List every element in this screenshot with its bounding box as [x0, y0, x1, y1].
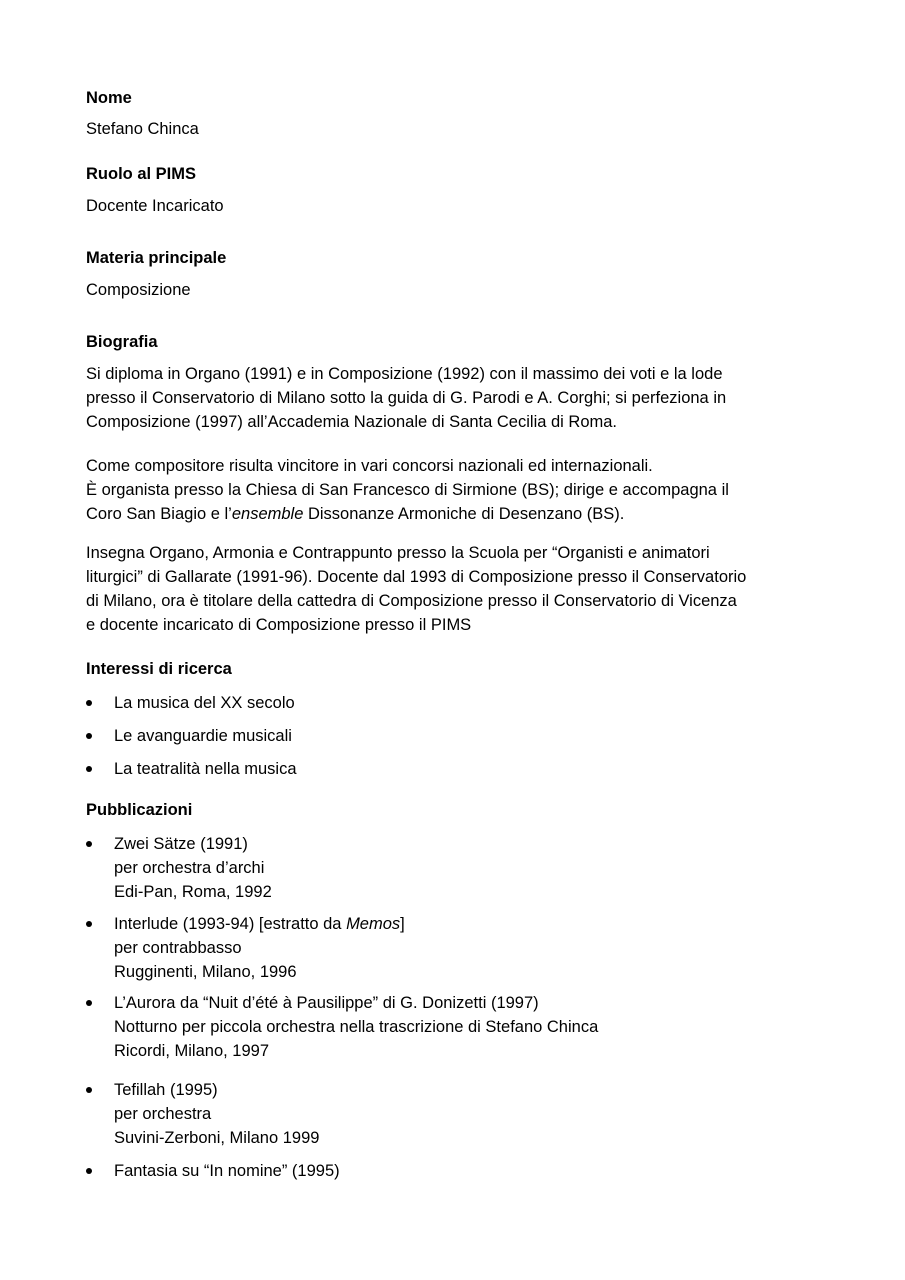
interessi-section [86, 659, 819, 679]
publication-title-text: Interlude (1993-94) [estratto da [114, 915, 347, 933]
publication-publisher: Suvini-Zerboni, Milano 1999 [114, 1129, 320, 1147]
publication-instrumentation: per contrabbasso [114, 939, 242, 957]
bullet-icon [86, 1168, 92, 1174]
materia-section [86, 248, 819, 268]
bullet-icon [86, 733, 92, 739]
bio-p2-line: È organista presso la Chiesa di San Francesco di Sirmione (BS); dirige e accompagna il [86, 481, 729, 499]
bullet-icon [86, 1000, 92, 1006]
interessi-heading: Interessi di ricerca [86, 660, 232, 678]
list-item-text: La musica del XX secolo [114, 694, 295, 712]
bio-p3-line: liturgici” di Gallarate (1991-96). Docente dal 1993 di Composizione presso il Conservatorio [86, 568, 747, 586]
nome-heading: Nome [86, 89, 132, 107]
pubblicazioni-heading: Pubblicazioni [86, 801, 193, 819]
bio-p3-line: e docente incaricato di Composizione presso il PIMS [86, 616, 472, 634]
nome-section [86, 88, 819, 108]
publication-title: Tefillah (1995) [114, 1081, 218, 1099]
bio-p2-line [86, 502, 819, 526]
bullet-icon [86, 1087, 92, 1093]
publication-title: Fantasia su “In nomine” (1995) [114, 1162, 340, 1180]
biografia-heading: Biografia [86, 333, 158, 351]
publication-instrumentation: Notturno per piccola orchestra nella trascrizione di Stefano Chinca [114, 1018, 599, 1036]
publication-publisher: Edi-Pan, Roma, 1992 [114, 883, 272, 901]
bio-p2-line: Come compositore risulta vincitore in vari concorsi nazionali ed internazionali. [86, 457, 653, 475]
publication-instrumentation: per orchestra [114, 1105, 212, 1123]
nome-value: Stefano Chinca [86, 120, 199, 138]
biografia-section [86, 332, 819, 352]
bio-p2-italic: ensemble [231, 505, 304, 523]
bio-p1-line: Composizione (1997) all’Accademia Nazionale di Santa Cecilia di Roma. [86, 413, 618, 431]
materia-value: Composizione [86, 281, 191, 299]
bio-p3-line: Insegna Organo, Armonia e Contrappunto presso la Scuola per “Organisti e animatori [86, 544, 710, 562]
list-item-text: La teatralità nella musica [114, 760, 297, 778]
ruolo-section [86, 164, 819, 184]
bullet-icon [86, 766, 92, 772]
bullet-icon [86, 921, 92, 927]
publication-publisher: Rugginenti, Milano, 1996 [114, 963, 297, 981]
bullet-icon [86, 841, 92, 847]
publication-instrumentation: per orchestra d’archi [114, 859, 265, 877]
list-item-text: Le avanguardie musicali [114, 727, 292, 745]
bio-p2-text: Coro San Biagio e l’ [86, 505, 232, 523]
biografia-paragraph-1 [86, 362, 819, 434]
publication-publisher: Ricordi, Milano, 1997 [114, 1042, 269, 1060]
bio-p1-line: Si diploma in Organo (1991) e in Composizione (1992) con il massimo dei voti e la lode [86, 365, 723, 383]
bio-p2-text: Dissonanze Armoniche di Desenzano (BS). [303, 505, 625, 523]
ruolo-value: Docente Incaricato [86, 197, 224, 215]
materia-heading: Materia principale [86, 249, 227, 267]
bio-p3-line: di Milano, ora è titolare della cattedra di Composizione presso il Conservatorio di Vicenza [86, 592, 737, 610]
biografia-paragraph-2 [86, 454, 819, 526]
ruolo-heading: Ruolo al PIMS [86, 165, 197, 183]
publication-title-text: ] [400, 915, 405, 933]
materia-value-block [86, 280, 819, 300]
pubblicazioni-section [86, 800, 819, 820]
bullet-icon [86, 700, 92, 706]
nome-value-block [86, 119, 819, 139]
ruolo-value-block [86, 196, 819, 216]
publication-title: Zwei Sätze (1991) [114, 835, 248, 853]
biografia-paragraph-3 [86, 541, 819, 637]
publication-title-italic: Memos [346, 915, 401, 933]
publication-title [114, 912, 405, 936]
bio-p1-line: presso il Conservatorio di Milano sotto la guida di G. Parodi e A. Corghi; si perfeziona in [86, 389, 727, 407]
publication-title: L’Aurora da “Nuit d’été à Pausilippe” di G. Donizetti (1997) [114, 994, 539, 1012]
